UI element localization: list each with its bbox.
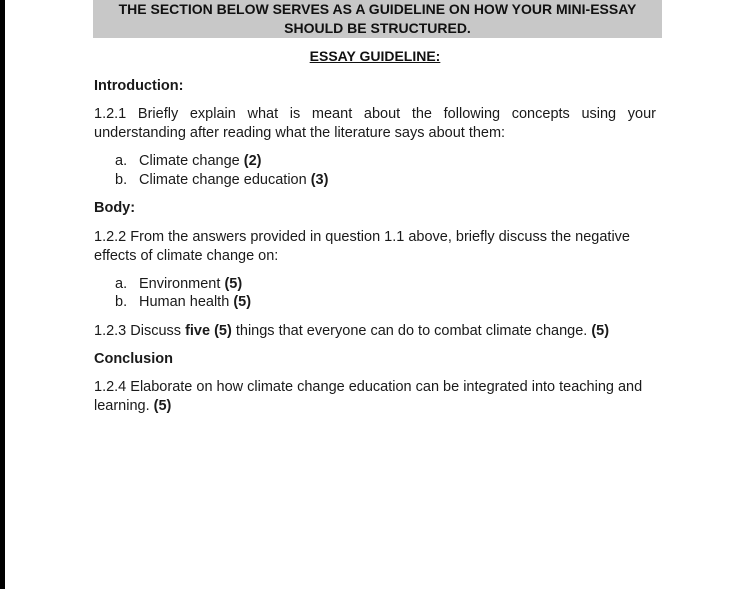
question-1-2-2: 1.2.2 From the answers provided in question 1.1 above, briefly discuss the negative effects of climate change on: — [94, 229, 630, 264]
q123-bold: five (5) — [185, 323, 232, 339]
question-1-2-4 — [94, 378, 656, 416]
list-text: Climate change education — [139, 172, 311, 188]
list-letter: b. — [115, 294, 128, 310]
body-heading: Body: — [94, 200, 136, 216]
guideline-header-box — [93, 0, 662, 38]
list-item — [115, 171, 328, 190]
marks: (3) — [310, 172, 329, 188]
marks: (2) — [243, 153, 262, 169]
list-letter: a. — [115, 153, 128, 169]
conclusion-heading: Conclusion — [94, 351, 173, 367]
marks: (5) — [591, 323, 610, 339]
essay-guideline-title: ESSAY GUIDELINE: — [309, 48, 441, 64]
list-item — [115, 275, 242, 294]
question-1-2-3 — [94, 322, 656, 341]
header-line-2: SHOULD BE STRUCTURED. — [284, 20, 471, 36]
marks: (5) — [233, 294, 252, 310]
list-text: Environment — [139, 276, 225, 292]
list-item — [115, 293, 251, 312]
q123-text: 1.2.3 Discuss — [94, 323, 186, 339]
list-letter: a. — [115, 276, 128, 292]
q123-text-rest: things that everyone can do to combat climate change. — [231, 323, 592, 339]
list-text: Human health — [139, 294, 234, 310]
document-page — [5, 0, 750, 589]
header-line-1: THE SECTION BELOW SERVES AS A GUIDELINE ON HOW YOUR MINI-ESSAY — [118, 1, 637, 17]
marks: (5) — [224, 276, 243, 292]
introduction-heading: Introduction: — [94, 78, 184, 94]
q124-text: 1.2.4 Elaborate on how climate change education can be integrated into teaching and learning. — [94, 379, 643, 414]
marks: (5) — [153, 398, 172, 414]
question-1-2-1: 1.2.1 Briefly explain what is meant about the following concepts using your understanding after reading what the literature says about them: — [94, 106, 656, 141]
list-letter: b. — [115, 172, 128, 188]
list-item — [115, 152, 262, 171]
list-text: Climate change — [139, 153, 244, 169]
